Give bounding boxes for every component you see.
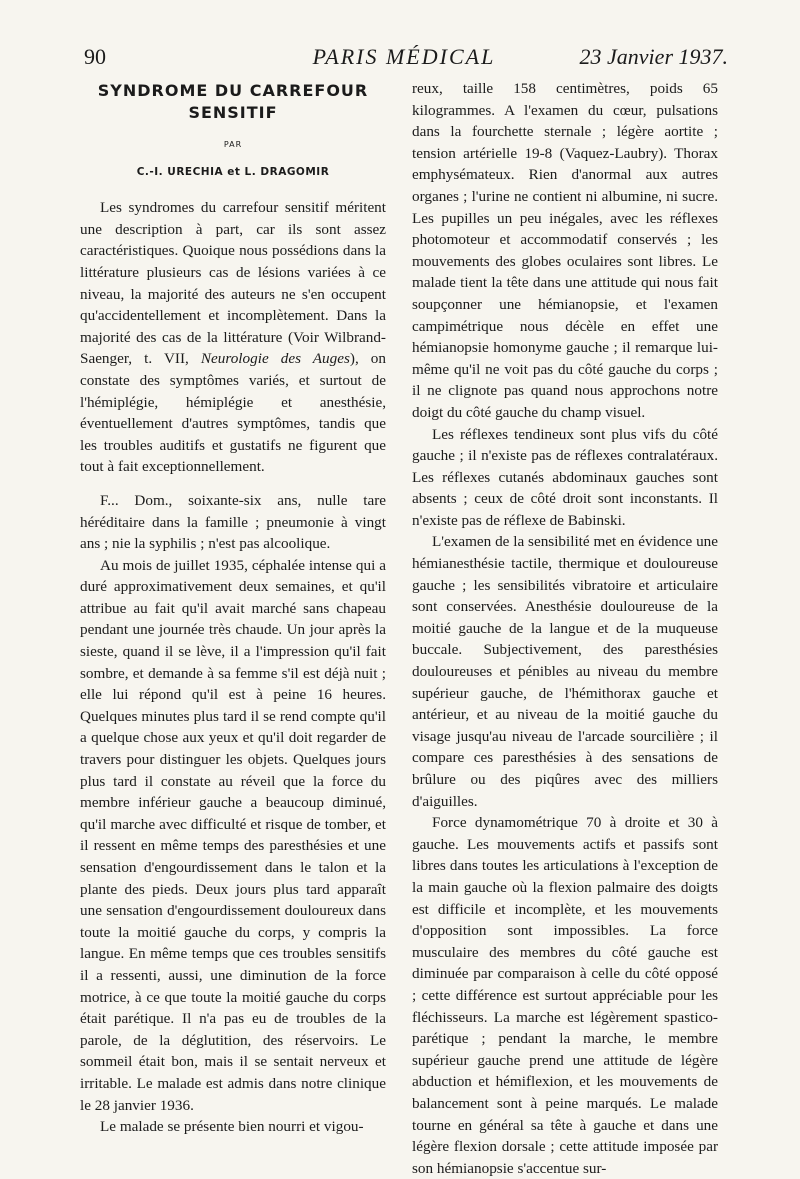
- article-title: SYNDROME DU CARREFOUR SENSITIF: [97, 81, 369, 122]
- case-onset-paragraph: Au mois de juillet 1935, céphalée intense qui a duré approximativement deux semaines, et qu'il attribue au fait qu'il avait marché sans chapeau pendant une journée très chaude. Un jour après la sieste, quand il se lève, il a l'impression qu'il fait sombre, et demande à sa femme s'il est déjà nuit ; elle lui répond qu'il est à peine 16 heures. Quelques minutes plus tard il se rend compte qu'il a quelque chose aux yeux et qu'il doit regarder de travers pour distinguer les objets. Quelques jours plus tard il constate au réveil que la force du membre inférieur gauche a beaucoup diminué, qu'il marche avec difficulté et risque de tomber, et il ressent en même temps des paresthésies et une sensation d'engourdissement dans le talon et la plante des pieds. Deux jours plus tard apparaît une sensation d'engourdissement douloureux dans toute la moitié gauche du corps, y compris la langue. En même temps que ces troubles sensitifs il a ressenti, aussi, une diminution de la force motrice, à ce que toute la moitié gauche du corps était parétique. Il n'a pas eu de troubles de la parole, de la déglutition, des réservoirs. Le sommeil était bon, mais il se sentait nerveux et irritable. Le malade est admis dans notre clinique le 28 janvier 1936.: [80, 556, 386, 1114]
- motor-force-paragraph: Force dynamométrique 70 à droite et 30 à gauche. Les mouvements actifs et passifs sont libres dans toutes les articulations à l'exception de la main gauche où la flexion palmaire des doigts est difficile et incomplète, et les mouvements d'opposition sont impossibles. La force musculaire des membres du côté gauche est diminuée par comparaison à celle du côté opposé ; cette différence est surtout appréciable pour les fléchisseurs. La marche est légèrement spastico-parétique ; pendant la marche, le membre supérieur gauche prend une attitude de légère abduction et hémiflexion, et les mouvements de balancement sont à peine marqués. Le malade tourne en général sa tête à gauche et dans une légère flexion dorsale ; cette attitude imposée par son hémianopsie s'accentue sur-: [412, 814, 718, 1177]
- exam-start-paragraph: Le malade se présente bien nourri et vigou-: [100, 1118, 364, 1136]
- issue-date: 23 Janvier 1937.: [579, 44, 728, 69]
- sensibility-paragraph: L'examen de la sensibilité met en évidence une hémianesthésie tactile, thermique et douloureuse gauche ; les sensibilités vibratoire et articulaire sont conservées. Anesthésie douloureuse de la moitié gauche de la langue et de la muqueuse buccale. Subjectivement, des paresthésies douloureuses et pénibles au niveau du membre supérieur gauche, de l'hémithorax gauche et antérieur, et au niveau de la moitié gauche du visage jusqu'au niveau de l'arcade sourcilière ; il compare ces paresthésies à des sensations de brûlure ou des piqûres avec des milliers d'aiguilles.: [412, 533, 718, 810]
- case-history-paragraph: F... Dom., soixante-six ans, nulle tare héréditaire dans la famille ; pneumonie à vingt ans ; nie la syphilis ; n'est pas alcoolique.: [80, 491, 386, 553]
- exam-continued-paragraph: reux, taille 158 centimètres, poids 65 kilogrammes. A l'examen du cœur, pulsations dans la fourchette sternale ; légère aortite ; tension artérielle 19-8 (Vaquez-Laubry). Thorax emphysémateux. Rien d'anormal aux autres organes ; l'urine ne contient ni albumine, ni sucre. Les pupilles un peu inégales, avec les réflexes photomoteur et accommodatif conservés ; les mouvements des globes oculaires sont libres. Le malade tient la tête dans une attitude qui nous fait soupçonner une hémianopsie, et l'examen campimétrique nous décèle en effet une hémianopsie homonyme gauche ; il remarque lui-même qu'il ne voit pas du côté gauche du corps ; il ne clignote pas quand nous approchons notre doigt du côté gauche du champ visuel.: [412, 80, 718, 421]
- byline-par: PAR: [223, 140, 243, 149]
- reflexes-paragraph: Les réflexes tendineux sont plus vifs du côté gauche ; il n'existe pas de réflexes contralatéraux. Les réflexes cutanés abdominaux gauches sont absents ; ceux de côté droit sont inconstants. Il n'existe pas de réflexe de Babinski.: [412, 425, 718, 529]
- page-number: 90: [84, 44, 106, 69]
- running-header: [80, 44, 728, 74]
- article-authors: C.-I. URECHIA et L. DRAGOMIR: [136, 165, 330, 178]
- right-column: [412, 78, 718, 1179]
- intro-paragraph: Les syndromes du carrefour sensitif méritent une description à part, car ils sont assez caractéristiques. Quoique nous possédions dans la littérature plusieurs cas de lésions variées à ce niveau, la majorité des auteurs ne s'en occupent qu'accidentellement et incomplètement. Dans la majorité des cas de la littérature (Voir Wilbrand-Saenger, t. VII, Neurologie des Auges), on constate des symptômes variés, et surtout de l'hémiplégie, hémiplégie et anesthésie, éventuellement d'autres symptômes, tandis que les troubles auditifs et gustatifs ne figurent que tout à fait exceptionnellement.: [80, 199, 386, 476]
- left-column: [80, 78, 386, 1138]
- section-gap: [80, 478, 386, 490]
- cited-work: Neurologie des Auges: [200, 350, 350, 368]
- journal-title: PARIS MÉDICAL: [312, 44, 496, 69]
